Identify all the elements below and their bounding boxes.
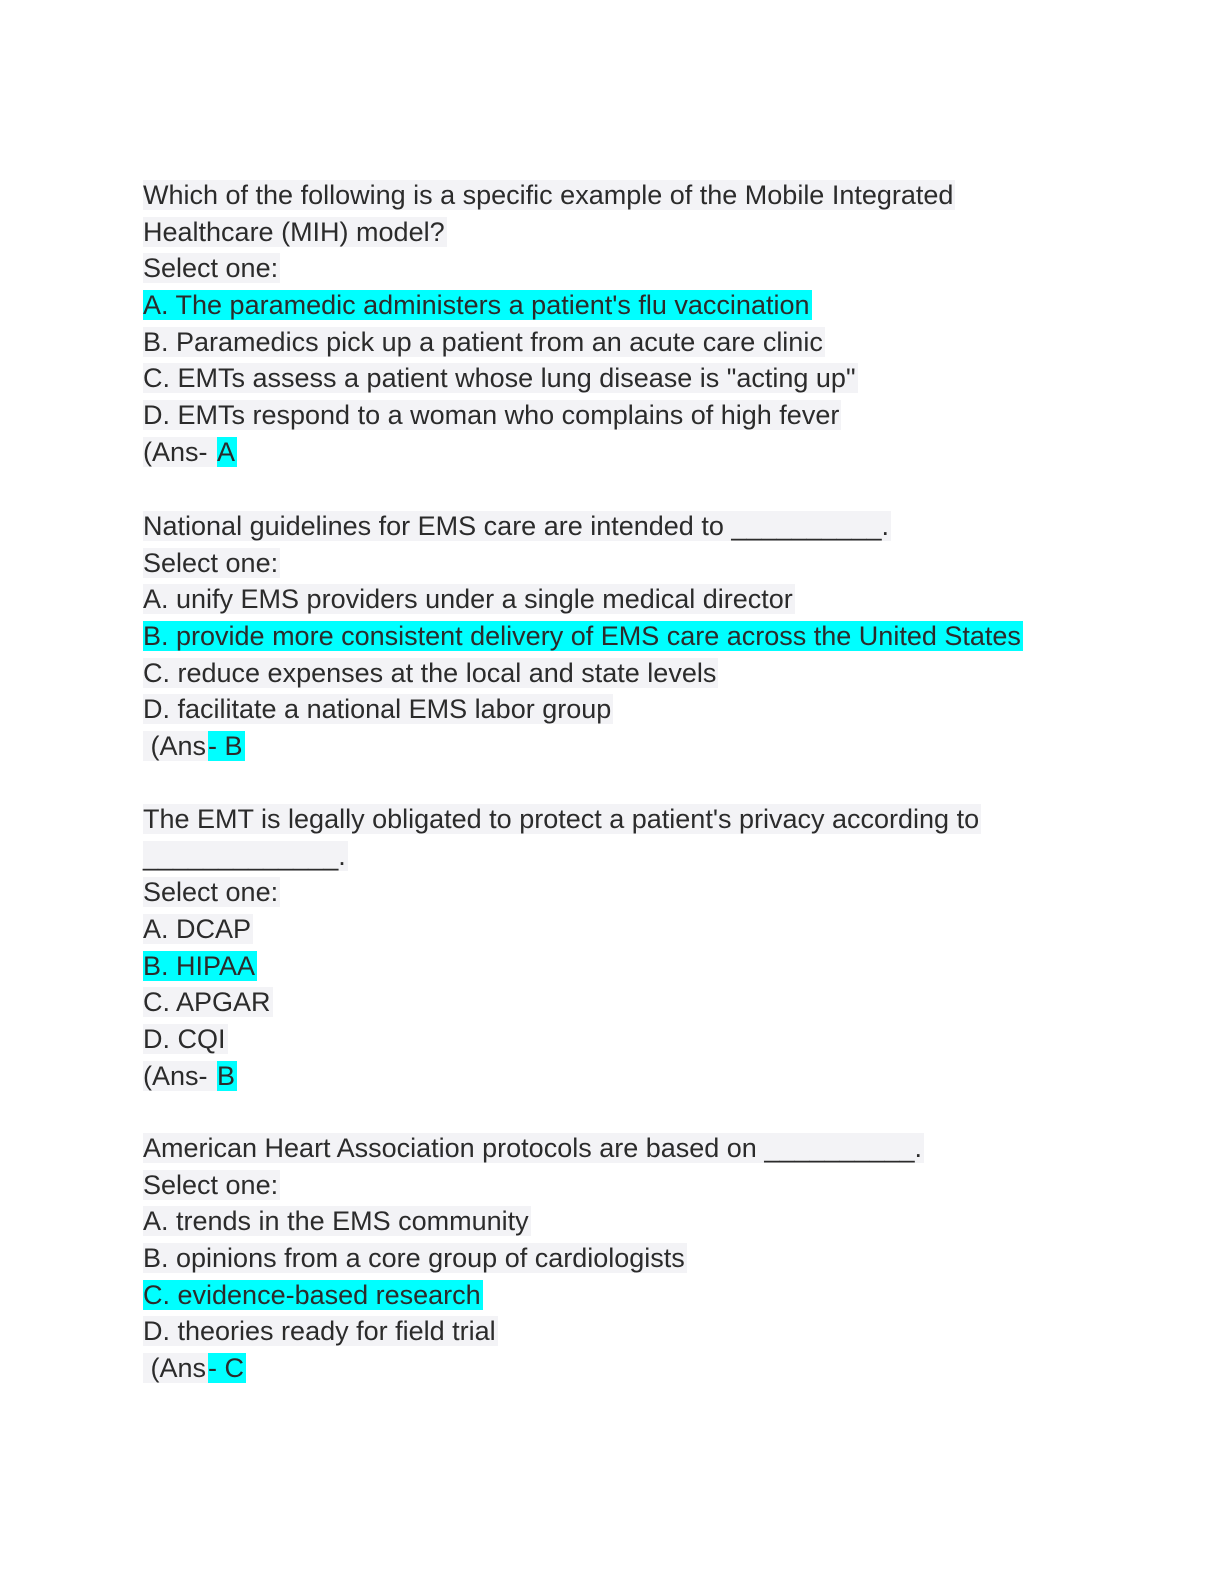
option-c: C. EMTs assess a patient whose lung disease is "acting up" <box>143 363 856 394</box>
option-a: A. unify EMS providers under a single medical director <box>143 584 793 615</box>
select-prompt: Select one: <box>143 1169 279 1200</box>
answer-key: B <box>217 1060 236 1091</box>
answer-prefix: (Ans <box>143 731 207 762</box>
option-d: D. CQI <box>143 1024 226 1055</box>
option-a-highlighted: A. The paramedic administers a patient's flu vaccination <box>143 290 810 321</box>
option-a: A. trends in the EMS community <box>143 1206 529 1237</box>
option-d: D. EMTs respond to a woman who complains of high fever <box>143 400 840 431</box>
answer-prefix: (Ans- <box>143 436 216 467</box>
option-c: C. APGAR <box>143 987 271 1018</box>
option-b-highlighted: B. provide more consistent delivery of EMS care across the United States <box>143 621 1021 652</box>
option-a: A. DCAP <box>143 914 252 945</box>
answer-prefix: (Ans <box>143 1353 207 1384</box>
question-stem: National guidelines for EMS care are intended to __________. <box>143 511 890 541</box>
question-stem: Which of the following is a specific example of the Mobile Integrated <box>143 180 954 210</box>
answer-prefix: (Ans- <box>143 1060 216 1091</box>
question-4 <box>143 1130 1103 1387</box>
question-1 <box>143 177 1103 471</box>
question-stem: _____________. <box>143 840 346 871</box>
option-b-highlighted: B. HIPAA <box>143 950 256 981</box>
option-c: C. reduce expenses at the local and state levels <box>143 657 717 688</box>
answer-key: - C <box>208 1353 245 1384</box>
option-b: B. Paramedics pick up a patient from an acute care clinic <box>143 326 823 357</box>
question-2 <box>143 508 1103 765</box>
option-d: D. theories ready for field trial <box>143 1316 496 1347</box>
question-stem: The EMT is legally obligated to protect a patient's privacy according to <box>143 804 980 834</box>
option-b: B. opinions from a core group of cardiologists <box>143 1243 685 1274</box>
select-prompt: Select one: <box>143 253 279 284</box>
answer-key: - B <box>208 731 243 762</box>
question-stem: American Heart Association protocols are based on __________. <box>143 1133 922 1163</box>
answer-key: A <box>217 436 236 467</box>
question-3 <box>143 801 1103 1095</box>
option-c-highlighted: C. evidence-based research <box>143 1279 481 1310</box>
select-prompt: Select one: <box>143 547 279 578</box>
select-prompt: Select one: <box>143 877 279 908</box>
option-d: D. facilitate a national EMS labor group <box>143 694 612 725</box>
question-stem: Healthcare (MIH) model? <box>143 216 445 247</box>
